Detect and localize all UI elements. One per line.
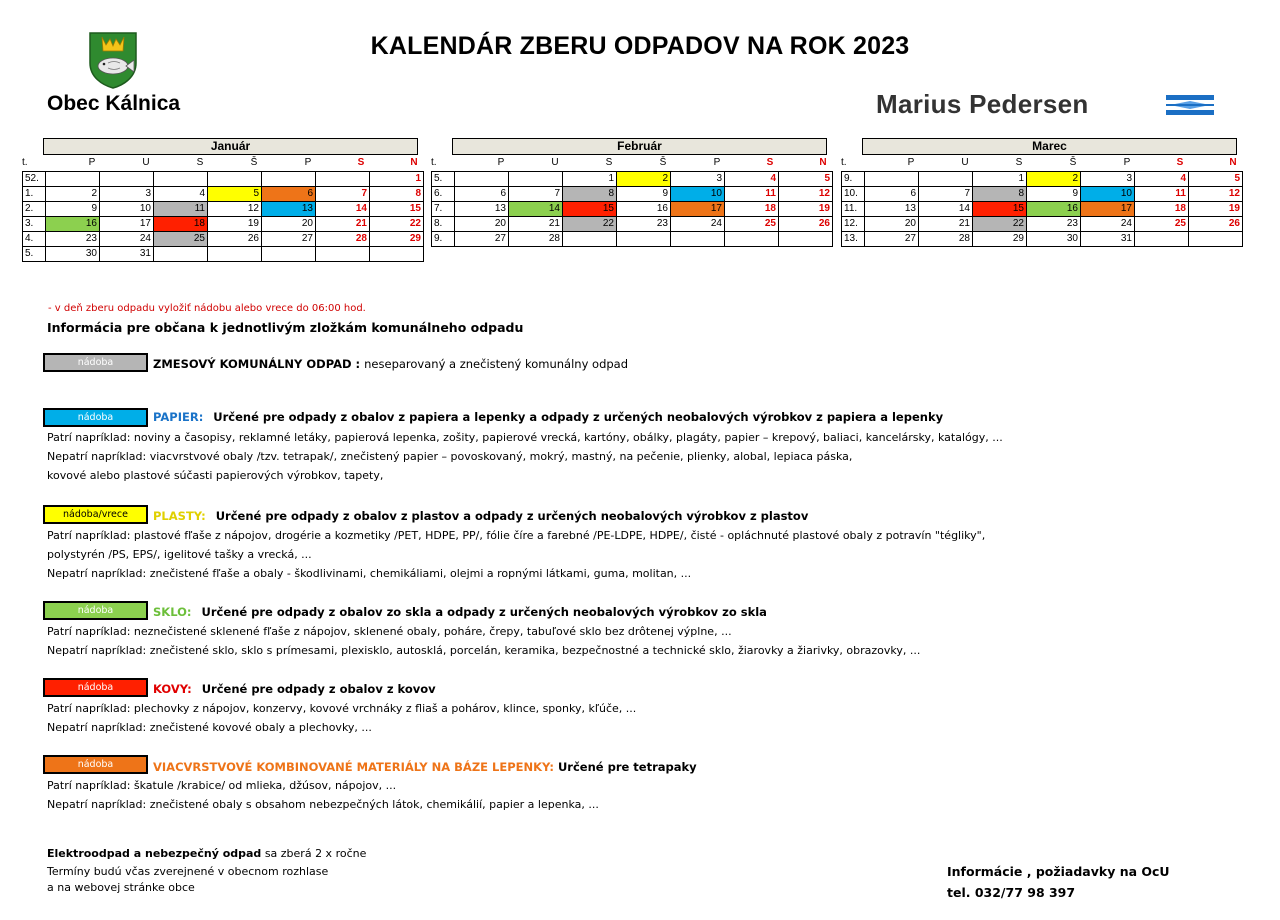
day-cell <box>509 172 563 187</box>
week-row <box>23 247 424 262</box>
day-cell: 31 <box>1081 232 1135 247</box>
day-cell: 8 <box>563 187 617 202</box>
day-cell: 1 <box>563 172 617 187</box>
week-row <box>23 217 424 232</box>
day-header: P <box>497 157 505 168</box>
day-header: Š <box>1069 157 1077 168</box>
day-cell: 7 <box>919 187 973 202</box>
tetra-name: VIACVRSTVOVÉ KOMBINOVANÉ MATERIÁLY NA BÁZE LEPENKY: <box>153 760 554 774</box>
day-cell: 4 <box>154 187 208 202</box>
week-number: 3. <box>23 217 46 232</box>
day-cell: 5 <box>1189 172 1243 187</box>
electro-waste-note <box>47 847 366 860</box>
day-cell: 23 <box>1027 217 1081 232</box>
metal-desc: Určené pre odpady z obalov z kovov <box>201 682 436 696</box>
week-number: 10. <box>842 187 865 202</box>
day-cell <box>370 247 424 262</box>
day-cell <box>617 232 671 247</box>
day-cell: 19 <box>208 217 262 232</box>
day-cell: 2 <box>617 172 671 187</box>
week-number: 8. <box>432 217 455 232</box>
day-cell: 7 <box>316 187 370 202</box>
day-cell: 16 <box>617 202 671 217</box>
week-row <box>842 187 1243 202</box>
day-header: S <box>357 157 365 168</box>
day-cell: 16 <box>1027 202 1081 217</box>
day-cell: 9 <box>617 187 671 202</box>
day-cell: 2 <box>1027 172 1081 187</box>
day-header: Š <box>250 157 258 168</box>
day-cell <box>671 232 725 247</box>
day-cell: 8 <box>370 187 424 202</box>
day-cell: 11 <box>1135 187 1189 202</box>
day-cell: 5 <box>208 187 262 202</box>
plastic-badge: nádoba/vrece <box>43 505 148 524</box>
mixed-waste-badge: nádoba <box>43 353 148 372</box>
paper-desc: Určené pre odpady z obalov z papiera a lepenky a odpady z určených neobalových výrobkov z papiera a lepenky <box>213 410 944 424</box>
month-grid <box>22 171 424 262</box>
info-heading: Informácia pre občana k jednotlivým zložkám komunálneho odpadu <box>47 320 524 335</box>
day-cell: 3 <box>1081 172 1135 187</box>
day-cell: 22 <box>563 217 617 232</box>
day-cell: 11 <box>154 202 208 217</box>
day-cell: 30 <box>46 247 100 262</box>
day-cell: 6 <box>865 187 919 202</box>
day-header: N <box>819 157 827 168</box>
day-header: P <box>907 157 915 168</box>
day-cell: 28 <box>509 232 563 247</box>
municipal-crest-icon <box>88 31 138 89</box>
week-number: 4. <box>23 232 46 247</box>
week-number: 11. <box>842 202 865 217</box>
day-cell: 29 <box>973 232 1027 247</box>
day-header: N <box>1229 157 1237 168</box>
electro-waste-rest: sa zberá 2 x ročne <box>264 847 367 860</box>
contact-phone: tel. 032/77 98 397 <box>947 885 1076 900</box>
glass-badge: nádoba <box>43 601 148 620</box>
day-cell: 26 <box>1189 217 1243 232</box>
day-cell: 27 <box>865 232 919 247</box>
day-cell: 18 <box>1135 202 1189 217</box>
day-cell: 9 <box>1027 187 1081 202</box>
day-cell <box>46 172 100 187</box>
day-cell: 25 <box>725 217 779 232</box>
day-cell: 23 <box>46 232 100 247</box>
page-title: KALENDÁR ZBERU ODPADOV NA ROK 2023 <box>370 32 910 60</box>
day-cell <box>725 232 779 247</box>
day-cell: 18 <box>725 202 779 217</box>
day-cell: 21 <box>509 217 563 232</box>
contact-label: Informácie , požiadavky na OcU <box>947 864 1170 879</box>
day-cell: 5 <box>779 172 833 187</box>
mixed-waste-title <box>153 357 628 371</box>
week-number: 7. <box>432 202 455 217</box>
day-cell: 9 <box>46 202 100 217</box>
day-cell: 16 <box>46 217 100 232</box>
day-cell: 18 <box>154 217 208 232</box>
day-cell <box>316 172 370 187</box>
week-row <box>23 232 424 247</box>
week-number: 13. <box>842 232 865 247</box>
day-header: S <box>1176 157 1184 168</box>
day-cell: 13 <box>455 202 509 217</box>
week-number: 12. <box>842 217 865 232</box>
day-cell <box>208 247 262 262</box>
week-number: 9. <box>842 172 865 187</box>
day-cell: 15 <box>973 202 1027 217</box>
week-row <box>23 172 424 187</box>
day-cell: 14 <box>509 202 563 217</box>
day-cell: 31 <box>100 247 154 262</box>
day-cell: 22 <box>370 217 424 232</box>
day-cell: 14 <box>316 202 370 217</box>
day-cell: 28 <box>919 232 973 247</box>
week-number: 1. <box>23 187 46 202</box>
day-cell: 27 <box>455 232 509 247</box>
day-cell: 8 <box>973 187 1027 202</box>
metal-line-2: Nepatrí napríklad: znečistené kovové obaly a plechovky, ... <box>47 721 372 734</box>
week-row <box>432 202 833 217</box>
metal-badge: nádoba <box>43 678 148 697</box>
day-cell: 25 <box>154 232 208 247</box>
day-cell: 7 <box>509 187 563 202</box>
day-cell: 6 <box>455 187 509 202</box>
week-row <box>432 187 833 202</box>
company-name: Marius Pedersen <box>876 89 1089 119</box>
day-cell <box>1135 232 1189 247</box>
day-cell: 6 <box>262 187 316 202</box>
day-cell: 13 <box>865 202 919 217</box>
week-row <box>432 172 833 187</box>
day-cell <box>563 232 617 247</box>
day-header: U <box>142 157 150 168</box>
tetra-line-1: Patrí napríklad: škatule /krabice/ od mlieka, džúsov, nápojov, ... <box>47 779 397 792</box>
day-cell: 3 <box>100 187 154 202</box>
day-cell: 2 <box>46 187 100 202</box>
glass-line-1: Patrí napríklad: neznečistené sklenené fľaše z nápojov, sklenené obaly, poháre, črepy, tabuľové sklo bez drôtenej výplne, ... <box>47 625 732 638</box>
tetra-desc: Určené pre tetrapaky <box>557 760 697 774</box>
day-header: S <box>605 157 613 168</box>
paper-title <box>153 410 943 424</box>
paper-line-3: kovové alebo plastové súčasti papierových výrobkov, tapety, <box>47 469 384 482</box>
day-cell <box>316 247 370 262</box>
day-cell: 30 <box>1027 232 1081 247</box>
month-grid <box>431 171 833 247</box>
day-header: U <box>551 157 559 168</box>
day-cell: 21 <box>316 217 370 232</box>
paper-line-2: Nepatrí napríklad: viacvrstvové obaly /tzv. tetrapak/, znečistený papier – povoskovaný, mokrý, mastný, na pečenie, plienky, alobal, lepiaca páska, <box>47 450 853 463</box>
day-header: S <box>766 157 774 168</box>
day-cell: 1 <box>973 172 1027 187</box>
day-cell: 24 <box>100 232 154 247</box>
day-cell: 17 <box>1081 202 1135 217</box>
week-column-header: t. <box>841 157 847 168</box>
day-cell: 17 <box>671 202 725 217</box>
day-header: P <box>88 157 96 168</box>
day-cell: 25 <box>1135 217 1189 232</box>
week-row <box>23 187 424 202</box>
day-cell <box>208 172 262 187</box>
day-cell: 10 <box>100 202 154 217</box>
metal-name: KOVY: <box>153 682 192 696</box>
glass-line-2: Nepatrí napríklad: znečistené sklo, sklo s prímesami, plexisklo, autosklá, porcelán, keramika, bezpečnostné a technické sklo, žiarovky a žiarivky, obrazovky, ... <box>47 644 921 657</box>
month-grid <box>841 171 1243 247</box>
day-header: P <box>1123 157 1131 168</box>
month-name: Marec <box>862 138 1237 155</box>
municipality-name: Obec Kálnica <box>47 92 181 115</box>
tetra-line-2: Nepatrí napríklad: znečistené obaly s obsahom nebezpečných látok, chemikálií, papier a lepenka, ... <box>47 798 599 811</box>
glass-title <box>153 605 767 619</box>
tetra-badge: nádoba <box>43 755 148 774</box>
mixed-waste-name: ZMESOVÝ KOMUNÁLNY ODPAD : <box>153 357 361 371</box>
month-name: Január <box>43 138 418 155</box>
day-cell: 12 <box>208 202 262 217</box>
plastic-name: PLASTY: <box>153 509 206 523</box>
glass-desc: Určené pre odpady z obalov zo skla a odpady z určených neobalových výrobkov zo skla <box>201 605 767 619</box>
footer-line-2: Termíny budú včas zverejnené v obecnom rozhlase <box>47 865 329 878</box>
day-cell <box>455 172 509 187</box>
day-cell: 3 <box>671 172 725 187</box>
day-cell: 15 <box>370 202 424 217</box>
day-cell: 14 <box>919 202 973 217</box>
day-cell: 22 <box>973 217 1027 232</box>
glass-name: SKLO: <box>153 605 192 619</box>
day-cell <box>262 247 316 262</box>
day-cell: 27 <box>262 232 316 247</box>
day-header: N <box>410 157 418 168</box>
paper-line-1: Patrí napríklad: noviny a časopisy, reklamné letáky, papierová lepenka, zošity, papierové vrecká, kartóny, obálky, plagáty, papier – krepový, baliaci, kancelársky, katalógy, ... <box>47 431 1003 444</box>
week-number: 5. <box>23 247 46 262</box>
plastic-title <box>153 509 808 523</box>
day-cell: 17 <box>100 217 154 232</box>
day-cell: 26 <box>779 217 833 232</box>
day-cell: 21 <box>919 217 973 232</box>
plastic-desc: Určené pre odpady z obalov z plastov a odpady z určených neobalových výrobkov z plastov <box>215 509 809 523</box>
day-header: U <box>961 157 969 168</box>
day-header: P <box>713 157 721 168</box>
day-cell: 15 <box>563 202 617 217</box>
day-cell: 10 <box>1081 187 1135 202</box>
day-cell <box>779 232 833 247</box>
electro-waste-bold: Elektroodpad a nebezpečný odpad <box>47 847 262 860</box>
day-cell <box>100 172 154 187</box>
week-number: 9. <box>432 232 455 247</box>
day-cell <box>865 172 919 187</box>
week-row <box>432 217 833 232</box>
metal-title <box>153 682 436 696</box>
mixed-waste-desc: neseparovaný a znečistený komunálny odpad <box>364 357 629 371</box>
metal-line-1: Patrí napríklad: plechovky z nápojov, konzervy, kovové vrchnáky z fliaš a pohárov, klince, sponky, kľúče, ... <box>47 702 637 715</box>
week-row <box>23 202 424 217</box>
day-cell: 1 <box>370 172 424 187</box>
day-header: Š <box>659 157 667 168</box>
day-cell: 20 <box>865 217 919 232</box>
day-cell: 20 <box>455 217 509 232</box>
week-column-header: t. <box>431 157 437 168</box>
day-cell: 10 <box>671 187 725 202</box>
collection-time-note: - v deň zberu odpadu vyložiť nádobu alebo vrece do 06:00 hod. <box>48 303 366 314</box>
week-number: 6. <box>432 187 455 202</box>
day-cell <box>919 172 973 187</box>
day-header: S <box>196 157 204 168</box>
day-cell: 12 <box>779 187 833 202</box>
company-logo-icon <box>1166 95 1214 115</box>
week-number: 5. <box>432 172 455 187</box>
day-cell: 24 <box>1081 217 1135 232</box>
day-cell: 13 <box>262 202 316 217</box>
day-header: S <box>1015 157 1023 168</box>
day-cell: 19 <box>779 202 833 217</box>
day-cell <box>154 247 208 262</box>
day-cell: 23 <box>617 217 671 232</box>
tetra-title <box>153 760 697 774</box>
day-cell: 28 <box>316 232 370 247</box>
week-row <box>842 217 1243 232</box>
week-number: 52. <box>23 172 46 187</box>
day-cell <box>1189 232 1243 247</box>
plastic-line-1: Patrí napríklad: plastové fľaše z nápojov, drogérie a kozmetiky /PET, HDPE, PP/, fólie číre a farebné /PE-LDPE, HDPE/, čisté - opláchnuté plastové obaly z potravín "tégliky", <box>47 529 986 542</box>
day-header: P <box>304 157 312 168</box>
day-cell <box>262 172 316 187</box>
week-row <box>842 202 1243 217</box>
day-cell: 24 <box>671 217 725 232</box>
footer-line-3: a na webovej stránke obce <box>47 881 195 894</box>
day-cell: 12 <box>1189 187 1243 202</box>
day-cell: 26 <box>208 232 262 247</box>
week-number: 2. <box>23 202 46 217</box>
day-cell: 19 <box>1189 202 1243 217</box>
plastic-line-3: Nepatrí napríklad: znečistené fľaše a obaly - škodlivinami, chemikáliami, olejmi a ropnými látkami, guma, molitan, ... <box>47 567 692 580</box>
day-cell <box>154 172 208 187</box>
week-column-header: t. <box>22 157 28 168</box>
day-cell: 29 <box>370 232 424 247</box>
week-row <box>432 232 833 247</box>
plastic-line-2: polystyrén /PS, EPS/, igelitové tašky a vrecká, ... <box>47 548 312 561</box>
day-cell: 4 <box>725 172 779 187</box>
paper-badge: nádoba <box>43 408 148 427</box>
paper-name: PAPIER: <box>153 410 204 424</box>
week-row <box>842 232 1243 247</box>
month-name: Február <box>452 138 827 155</box>
week-row <box>842 172 1243 187</box>
day-cell: 20 <box>262 217 316 232</box>
day-cell: 11 <box>725 187 779 202</box>
day-cell: 4 <box>1135 172 1189 187</box>
